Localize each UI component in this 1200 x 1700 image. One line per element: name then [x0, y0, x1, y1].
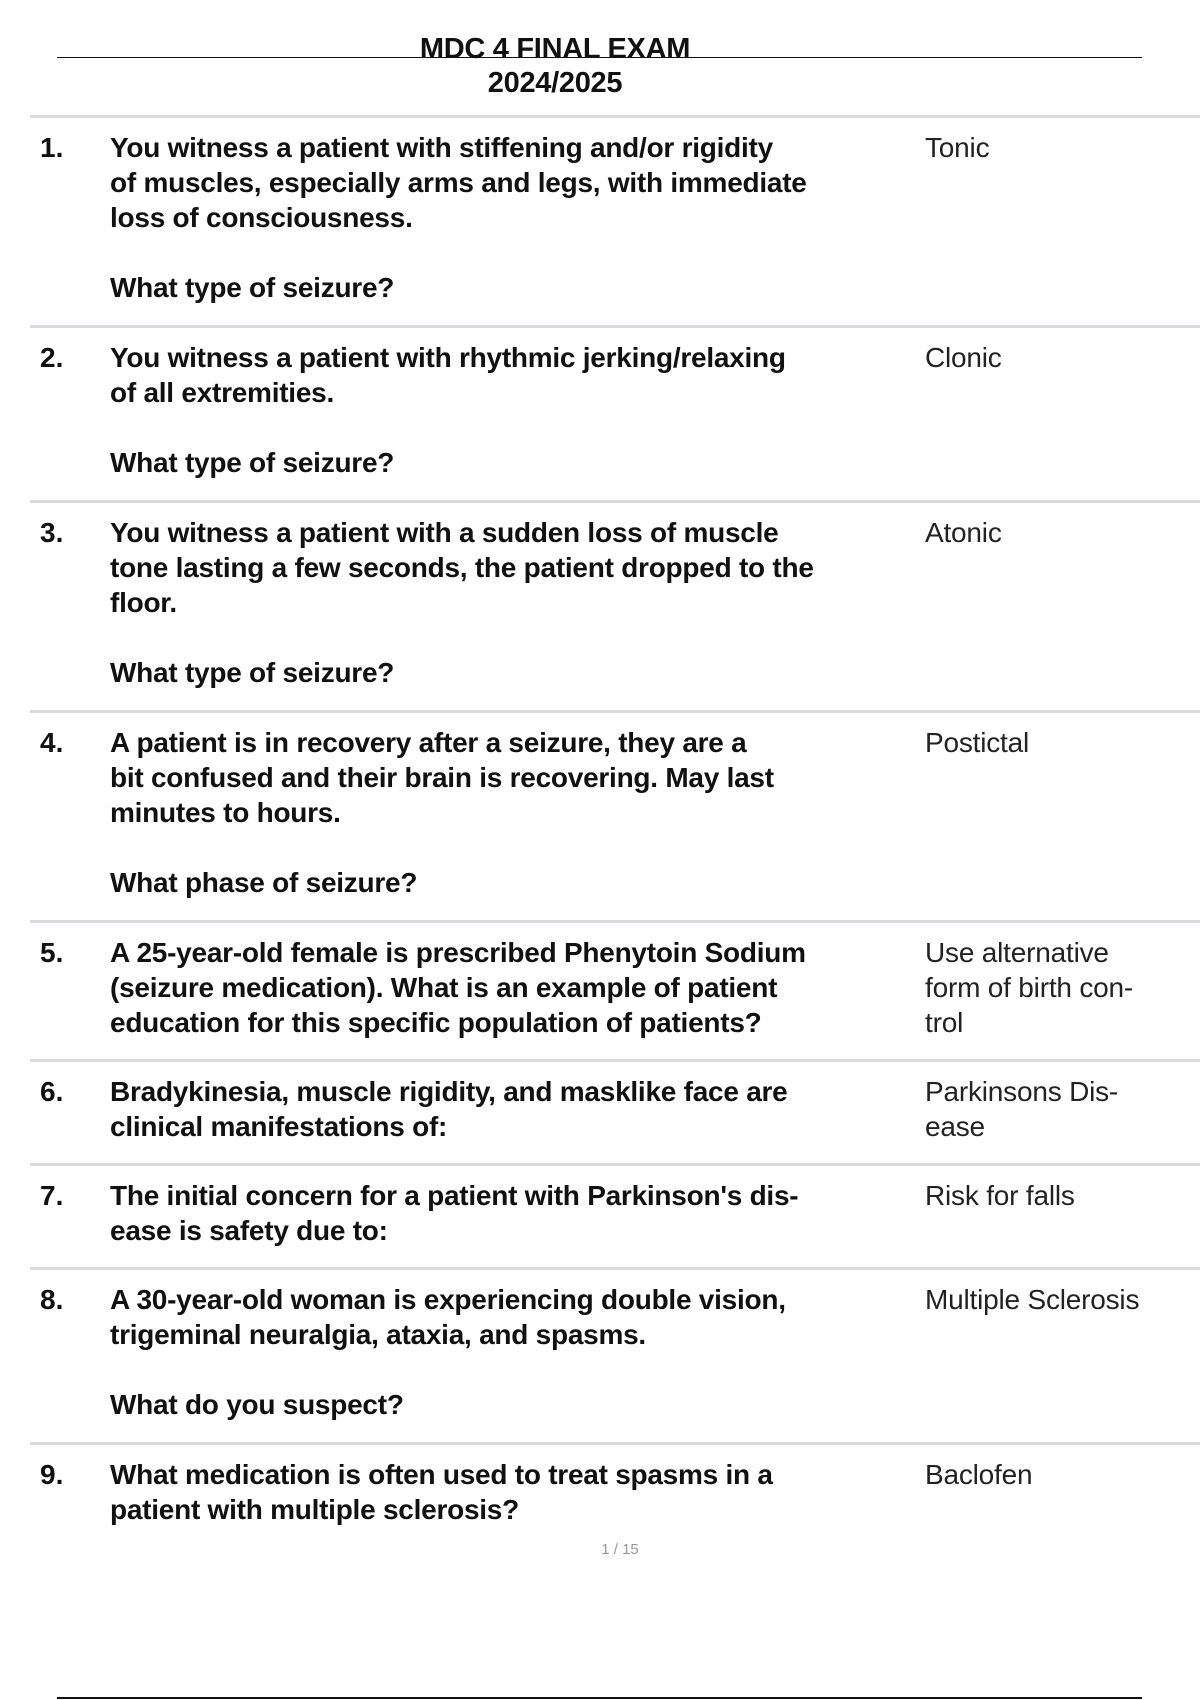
question-line: What medication is often used to treat spasms in a [110, 1459, 773, 1490]
question-line: Bradykinesia, muscle rigidity, and masklike face are [110, 1076, 788, 1107]
question-line [110, 620, 935, 655]
answer-line: form of birth con- [925, 972, 1134, 1003]
question-number: 8. [40, 1284, 64, 1315]
question-line: of muscles, especially arms and legs, with immediate [110, 167, 807, 198]
question-line: What type of seizure? [110, 447, 395, 478]
question-row [30, 1270, 1200, 1445]
answer-text [925, 725, 1200, 760]
exam-year: 2024/2025 [487, 67, 623, 99]
question-number: 5. [40, 937, 64, 968]
question-line [110, 830, 935, 865]
question-number: 4. [40, 727, 64, 758]
question-line: trigeminal neuralgia, ataxia, and spasms. [110, 1319, 646, 1350]
exam-title: MDC 4 FINAL EXAM [419, 33, 691, 65]
question-number: 3. [40, 517, 64, 548]
question-line: What phase of seizure? [110, 867, 418, 898]
question-line: floor. [110, 587, 177, 618]
question-line: A 30-year-old woman is experiencing double vision, [110, 1284, 786, 1315]
question-text [110, 1178, 935, 1248]
question-line: ease is safety due to: [110, 1215, 388, 1246]
question-line: loss of consciousness. [110, 202, 413, 233]
question-line: What do you suspect? [110, 1389, 404, 1420]
answer-line: Clonic [925, 342, 1002, 373]
question-line: The initial concern for a patient with Parkinson's dis- [110, 1180, 799, 1211]
answer-line: Use alternative [925, 937, 1109, 968]
question-line: What type of seizure? [110, 272, 395, 303]
question-line: minutes to hours. [110, 797, 341, 828]
question-line [110, 1352, 935, 1387]
question-row [30, 923, 1200, 1062]
page-indicator: 1 / 15 [601, 1541, 639, 1558]
question-text [110, 340, 935, 480]
question-line [110, 235, 935, 270]
question-line: tone lasting a few seconds, the patient dropped to the [110, 552, 814, 583]
document-title [0, 32, 1110, 100]
question-text [110, 1074, 935, 1144]
question-line: You witness a patient with stiffening and/or rigidity [110, 132, 773, 163]
question-number: 2. [40, 342, 64, 373]
question-line: A 25-year-old female is prescribed Phenytoin Sodium [110, 937, 806, 968]
answer-text [925, 340, 1200, 375]
question-text [110, 725, 935, 900]
answer-line: Tonic [925, 132, 990, 163]
answer-text [925, 130, 1200, 165]
answer-line: Atonic [925, 517, 1002, 548]
answer-text [925, 515, 1200, 550]
answer-line: Baclofen [925, 1459, 1033, 1490]
question-row [30, 713, 1200, 923]
answer-line: trol [925, 1007, 964, 1038]
answer-line: Multiple Sclerosis [925, 1284, 1140, 1315]
answer-text [925, 935, 1200, 1040]
question-number: 6. [40, 1076, 64, 1107]
question-line: You witness a patient with rhythmic jerking/relaxing [110, 342, 786, 373]
question-number: 7. [40, 1180, 64, 1211]
question-text [110, 935, 935, 1040]
question-row [30, 118, 1200, 328]
question-number: 9. [40, 1459, 64, 1490]
question-text [110, 515, 935, 690]
question-line: What type of seizure? [110, 657, 395, 688]
question-line: patient with multiple sclerosis? [110, 1494, 519, 1525]
question-line: (seizure medication). What is an example of patient [110, 972, 778, 1003]
answer-text [925, 1178, 1200, 1213]
question-text [110, 130, 935, 305]
answer-text [925, 1074, 1200, 1144]
question-text [110, 1282, 935, 1422]
question-row [30, 1166, 1200, 1270]
question-line: You witness a patient with a sudden loss of muscle [110, 517, 779, 548]
question-line: of all extremities. [110, 377, 335, 408]
question-text [110, 1457, 935, 1527]
question-row [30, 328, 1200, 503]
answer-line: Postictal [925, 727, 1030, 758]
answer-text [925, 1282, 1200, 1317]
question-line: bit confused and their brain is recovering. May last [110, 762, 774, 793]
question-line: clinical manifestations of: [110, 1111, 448, 1142]
question-list [30, 118, 1200, 1565]
answer-text [925, 1457, 1200, 1492]
footer-rule [57, 1697, 1142, 1699]
question-row [30, 503, 1200, 713]
answer-line: Risk for falls [925, 1180, 1075, 1211]
question-line [110, 410, 935, 445]
question-row [30, 1062, 1200, 1166]
question-number: 1. [40, 132, 64, 163]
question-line: education for this specific population of patients? [110, 1007, 762, 1038]
question-line: A patient is in recovery after a seizure, they are a [110, 727, 747, 758]
answer-line: ease [925, 1111, 985, 1142]
answer-line: Parkinsons Dis- [925, 1076, 1119, 1107]
